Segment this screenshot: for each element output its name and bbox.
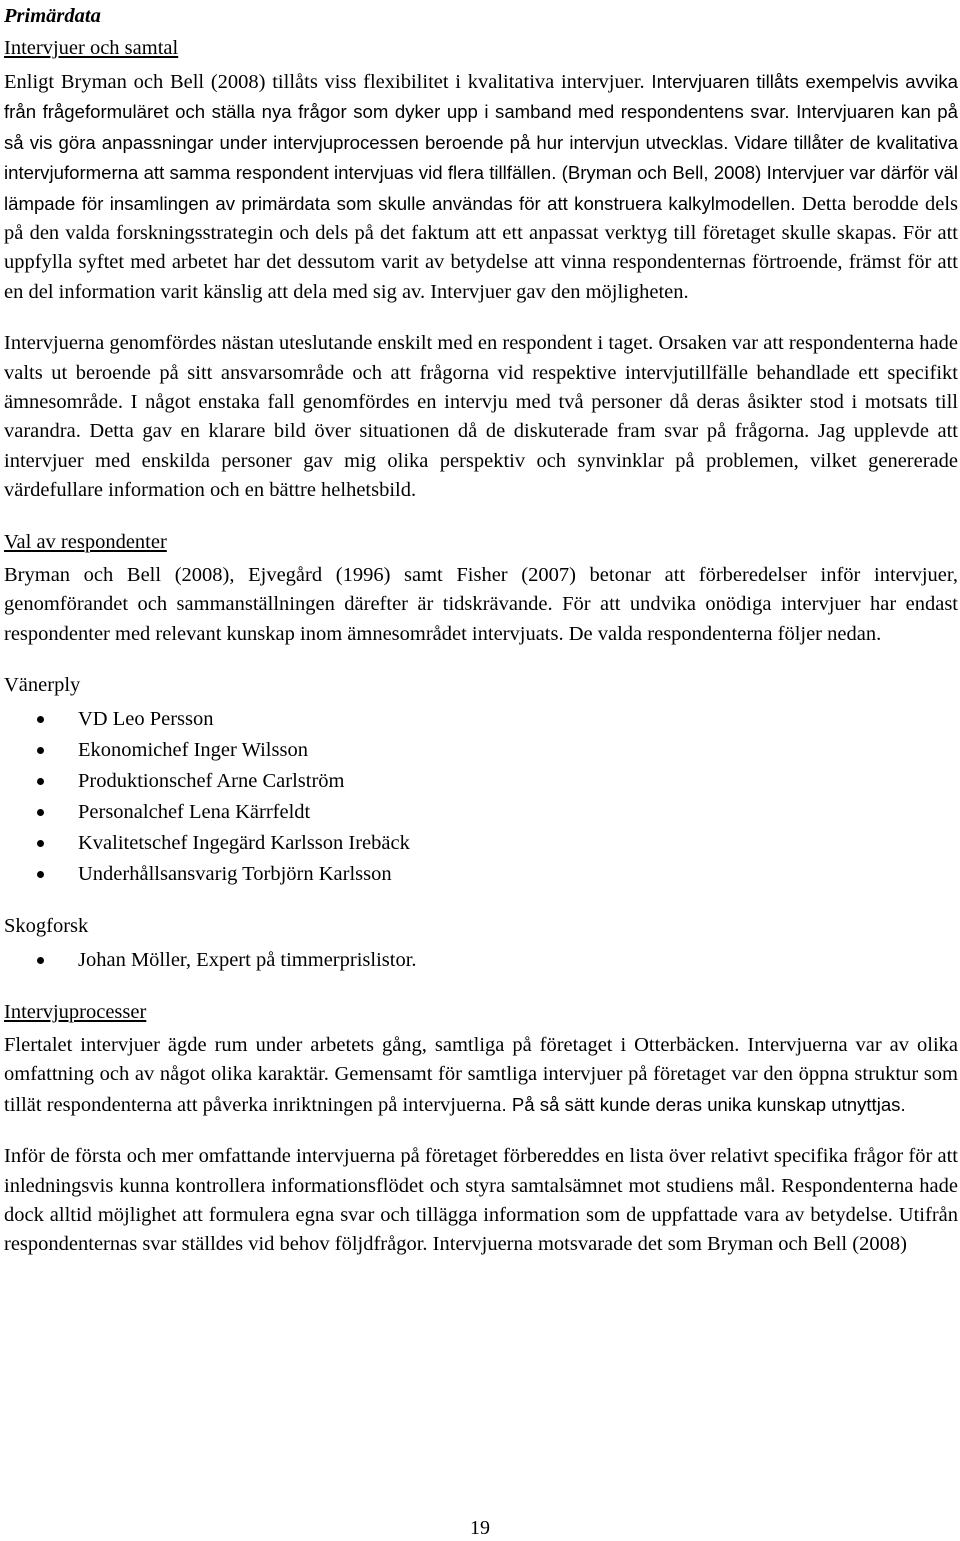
list-item-label: VD Leo Persson <box>78 707 214 730</box>
paragraph-process-2: Inför de första och mer omfattande intervjuerna på företaget förbereddes en lista över relativt specifika frågor för att inledningsvis kunna kontrollera informationsflödet och styra samtalsämnet mot studiens mål. Respondenterna hade dock alltid möjlighet att formulera egna svar och tillägga information som de uppfattade vara av betydelse. Utifrån respondenternas svar ställdes vid behov följdfrågor. Intervjuerna motsvarade det som Bryman och Bell (2008) <box>4 1145 958 1256</box>
list-item-label: Ekonomichef Inger Wilsson <box>78 738 308 761</box>
paragraph-interviews-1-part-b: Intervjuaren tillåts exempelvis avvika från frågeformuläret och ställa nya frågor som dyker upp i samband med respondentens svar. Intervjuaren kan på så vis göra anpassningar under intervjuprocessen beroende på hur intervjun utvecklas. Vidare tillåter de kvalitativa intervjuformerna att samma respondent intervjuas vid flera tillfällen. (Bryman och Bell, 2008) Intervjuer var därför väl lämpade för insamlingen av primärdata som skulle användas för att konstruera kalkylmodellen. <box>4 71 958 214</box>
bullet-icon <box>37 809 44 816</box>
list-item <box>4 859 958 890</box>
list-item-label: Personalchef Lena Kärrfeldt <box>78 800 311 823</box>
list-item-label: Produktionschef Arne Carlström <box>78 769 345 792</box>
paragraph-interviews-1-part-a: Enligt Bryman och Bell (2008) tillåts viss flexibilitet i kvalitativa intervjuer. <box>4 71 652 93</box>
paragraph-process-1-part-a: Flertalet intervjuer ägde rum under arbetets gång, samtliga på företaget i Otterbäcken. Intervjuerna var av olika omfattning och av något olika karaktär. Gemensamt för samtliga intervjuer på företaget var den öppna struktur som tillät respondenterna att påverka inriktningen på intervjuerna <box>4 1033 958 1116</box>
respondent-list-skogforsk <box>4 945 958 976</box>
heading-process: Intervjuprocesser <box>4 1000 147 1023</box>
respondent-list-vanerply <box>4 704 958 890</box>
list-item <box>4 704 958 735</box>
list-item <box>4 735 958 766</box>
page-number: 19 <box>470 1517 490 1539</box>
heading-respondents: Val av respondenter <box>4 530 167 553</box>
bullet-icon <box>37 871 44 878</box>
bullet-icon <box>37 957 44 964</box>
paragraph-respondents: Bryman och Bell (2008), Ejvegård (1996) samt Fisher (2007) betonar att förberedelser inför intervjuer, genomförandet och sammanställningen därefter är tidskrävande. För att undvika onödiga intervjuer har endast respondenter med relevant kunskap inom ämnesområdet intervjuats. De valda respondenterna följer nedan. <box>4 563 958 645</box>
bullet-icon <box>37 747 44 754</box>
list-item <box>4 945 958 976</box>
list-item <box>4 766 958 797</box>
bullet-icon <box>37 716 44 723</box>
section-title: Primärdata <box>4 5 101 27</box>
heading-interviews: Intervjuer och samtal <box>4 37 179 59</box>
org-name-vanerply: Vänerply <box>4 673 81 696</box>
paragraph-process-1-part-b: . På så sätt kunde deras unika kunskap utnyttjas. <box>501 1093 906 1115</box>
list-item <box>4 828 958 859</box>
paragraph-interviews-1-part-c: Detta berodde dels på den valda forskningsstrategin och dels på det faktum att ett anpassat verktyg till företaget skulle skapas. För att uppfylla syftet med arbetet har det dessutom varit av betydelse att vinna respondenternas förtroende, främst för att en del information varit känslig att dela med sig av. Intervjuer gav den möjligheten. <box>4 192 958 303</box>
paragraph-process-1 <box>4 1031 958 1120</box>
list-item-label: Johan Möller, Expert på timmerprislistor. <box>78 948 417 971</box>
paragraph-interviews-2: Intervjuerna genomfördes nästan uteslutande enskilt med en respondent i taget. Orsaken var att respondenterna hade valts ut beroende på sitt ansvarsområde och att frågorna vid respektive intervjutillfälle behandlade ett specifikt ämnesområde. I något enstaka fall genomfördes en intervju med två personer då deras åsikter stod i motsats till varandra. Detta gav en klarare bild över situationen då de diskuterade fram svar på frågorna. Jag upplevde att intervjuer med enskilda personer gav mig olika perspektiv och synvinklar på problemen, vilket genererade värdefullare information och en bättre helhetsbild. <box>4 332 958 502</box>
paragraph-interviews-1 <box>4 67 958 307</box>
bullet-icon <box>37 778 44 785</box>
list-item <box>4 797 958 828</box>
document-page <box>4 0 958 1282</box>
bullet-icon <box>37 840 44 847</box>
list-item-label: Underhållsansvarig Torbjörn Karlsson <box>78 862 392 885</box>
org-name-skogforsk: Skogforsk <box>4 914 89 937</box>
list-item-label: Kvalitetschef Ingegärd Karlsson Irebäck <box>78 831 410 854</box>
